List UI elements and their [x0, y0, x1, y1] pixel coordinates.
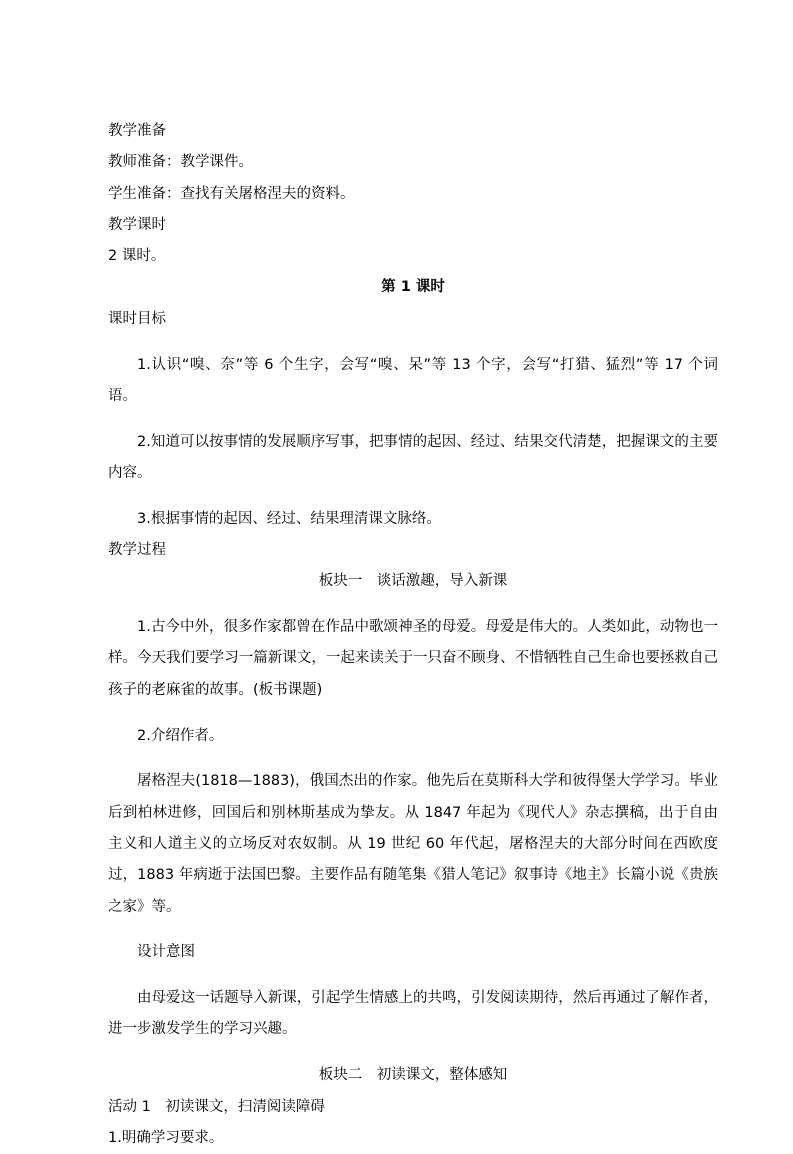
- prep-heading: 教学准备: [108, 123, 166, 139]
- document-body: [108, 116, 718, 1154]
- goal-2: 2.知道可以按事情的发展顺序写事，把事情的起因、经过、结果交代清楚，把握课文的主要内容。: [108, 433, 718, 481]
- activity1-title: 活动 1 初读课文，扫清阅读障碍: [108, 1098, 325, 1115]
- goal-3: 3.根据事情的起因、经过、结果理清课文脉络。: [137, 510, 441, 527]
- goals-heading: 课时目标: [108, 310, 166, 327]
- lesson-title: 第 1 课时: [381, 279, 445, 296]
- block1-paragraph-1: 1.古今中外，很多作家都曾在作品中歌颂神圣的母爱。母爱是伟大的。人类如此，动物也一样。今天我们要学习一篇新课文，一起来读关于一只奋不顾身、不惜牺牲自己生命也要拯救自己孩子的老麻雀的故事。(板书课题): [108, 619, 718, 698]
- design-text: 由母爱这一话题导入新课，引起学生情感上的共鸣，引发阅读期待，然后再通过了解作者，进一步激发学生的学习兴趣。: [108, 990, 718, 1038]
- design-heading: 设计意图: [137, 944, 195, 961]
- goal-1: 1.认识“嗅、奈”等 6 个生字，会写“嗅、呆”等 13 个字，会写“打猎、猛烈”等 17 个词语。: [108, 356, 718, 404]
- hours-heading: 教学课时: [108, 216, 166, 233]
- activity1-paragraph-1: 1.明确学习要求。: [108, 1129, 224, 1146]
- hours-value: 2 课时。: [108, 248, 166, 265]
- block2-title: 板块二 初读课文，整体感知: [318, 1067, 508, 1084]
- block1-paragraph-3: 屠格涅夫(1818—1883)，俄国杰出的作家。他先后在莫斯科大学和彼得堡大学学习。毕业后到柏林进修，回国后和别林斯基成为挚友。从 1847 年起为《现代人》杂志撰稿，出于自由主义和人道主义的立场反对农奴制。从 19 世纪 60 年代起，屠格涅夫的大部分时间在西欧度过，1883 年病逝于法国巴黎。主要作品有随笔集《猎人笔记》叙事诗《地主》长篇小说《贵族之家》等。: [108, 773, 718, 915]
- block1-paragraph-2: 2.介绍作者。: [137, 727, 224, 744]
- process-heading: 教学过程: [108, 542, 166, 559]
- student-prep: 学生准备：查找有关屠格涅夫的资料。: [108, 185, 355, 202]
- block1-title: 板块一 谈话激趣，导入新课: [318, 573, 508, 590]
- teacher-prep: 教师准备：教学课件。: [108, 154, 253, 171]
